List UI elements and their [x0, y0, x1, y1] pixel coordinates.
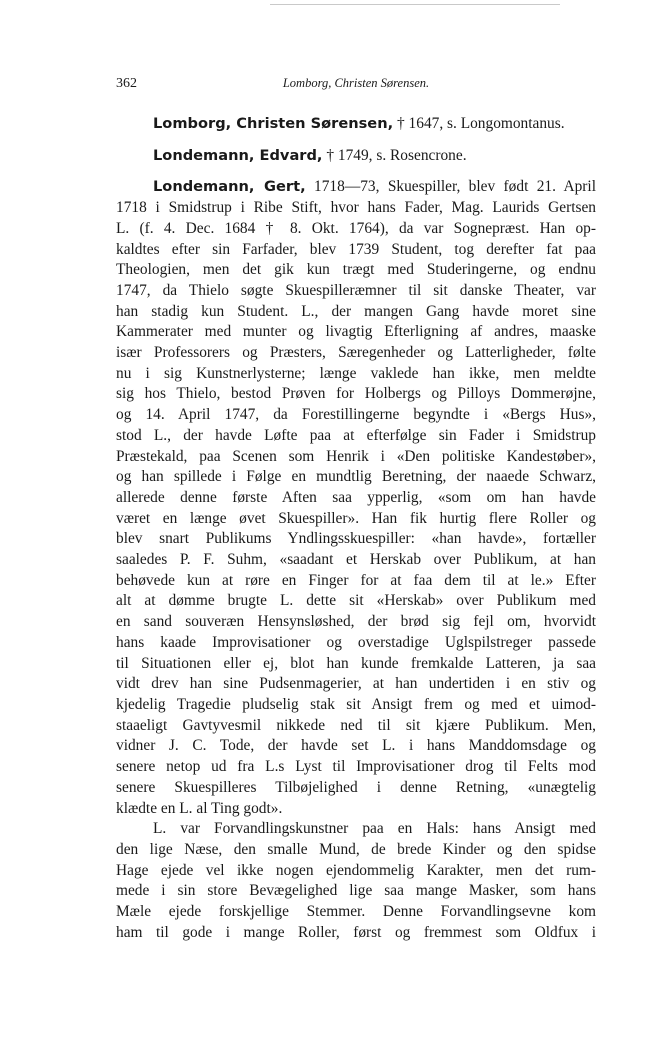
text-line: mede i sin store Bevægelighed lige saa mange Masker, som hans: [116, 882, 596, 900]
text-line: [116, 550, 596, 571]
line-text: stod L., der havde Løfte paa at efterfølge sin Fader i Smidstrup: [116, 426, 596, 444]
text-line: [116, 405, 596, 426]
line-text: 1718 i Smidstrup i Ribe Stift, hvor hans Fader, Mag. Laurids Gertsen: [116, 199, 596, 217]
line-text: allerede denne første Aften saa ypperlig, «som om han havde: [116, 488, 596, 506]
line-text: nu i sig Kunstnerlysterne; længe vaklede han ikke, men meldte: [116, 364, 596, 382]
entry-londemann-gert: [116, 177, 596, 819]
line-text: blev snart Publikums Yndlingsskuespiller: «han havde», fortæller: [116, 530, 596, 548]
text-line: [116, 343, 596, 364]
page-header: [116, 76, 596, 96]
text-line: Hage ejede vel ikke nogen ejendommelig Karakter, men det rum-: [116, 861, 596, 879]
text-line: [116, 177, 596, 198]
line-text: og 14. April 1747, da Forestillingerne begyndte i «Bergs Hus»,: [116, 406, 596, 424]
line-text: L. (f. 4. Dec. 1684 † 8. Okt. 1764), da var Sognepræst. Han op-: [116, 219, 596, 237]
text-line: [116, 488, 596, 509]
text-line: [116, 219, 596, 240]
line-text: staaeligt Gavtyvesmil nikkede ned til sit kjære Publikum. Men,: [116, 716, 596, 734]
page-body: [116, 114, 596, 943]
entry-text: † 1647, s. Longomontanus.: [393, 115, 565, 132]
line-text: klædte en L. al Ting godt».: [116, 799, 283, 817]
line-text: sig hos Thielo, bestod Prøven for Holbergs og Pilloys Dommerøjne,: [116, 385, 596, 403]
text-line: [116, 240, 596, 261]
line-text: kjedelig Tragedie pludselig stak sit Ansigt frem og med et uimod-: [116, 695, 596, 713]
line-text: senere netop ud fra L.s Lyst til Improvisationer drog til Felts mod: [116, 758, 596, 776]
text-line: [116, 716, 596, 737]
entry-headword: Lomborg, Christen Sørensen,: [153, 115, 394, 132]
text-line: [116, 778, 596, 799]
top-edge-rule: [270, 0, 560, 5]
line-text: vidner J. C. Tode, der havde set L. i hans Manddomsdage og: [116, 737, 596, 755]
line-text: især Professorers og Præsters, Særegenheder og Latterligheder, følte: [116, 344, 596, 362]
entry-lomborg: [116, 114, 596, 135]
text-line: [116, 384, 596, 405]
line-text: senere Skuespilleres Tilbøjelighed i denne Retning, «unægtelig: [116, 778, 596, 796]
text-line: Mæle ejede forskjellige Stemmer. Denne Forvandlingsevne kom: [116, 903, 596, 921]
entry-headword: Londemann, Edvard,: [153, 146, 323, 164]
text-line: [116, 529, 596, 550]
line-text: alt at dømme brugte L. dette sit «Herskab» over Publikum med: [116, 592, 596, 610]
text-line: [116, 302, 596, 323]
line-text: en sand souveræn Hensynsløshed, der brød sig fejl om, hvorvidt: [116, 613, 596, 631]
line-text: Kammerater med munter og livagtig Efterligning af andres, maaske: [116, 323, 596, 341]
text-line: [116, 447, 596, 468]
line-text: 1718—73, Skuespiller, blev født 21. April: [305, 178, 596, 196]
line-text: 1747, da Thielo søgte Skuespilleræmner til sit danske Theater, var: [116, 281, 596, 299]
paragraph-forvandlingskunstner: [116, 819, 596, 943]
text-line: [116, 281, 596, 302]
line-text: hans kaade Improvisationer og overstadige Uglspilstreger passede: [116, 633, 596, 651]
text-line: [116, 612, 596, 633]
page-number: 362: [116, 76, 137, 91]
text-line: L. var Forvandlingskunstner paa en Hals: hans Ansigt med: [153, 820, 596, 838]
line-text: til Situationen eller ej, blot han kunde fremkalde Latteren, ja saa: [116, 654, 596, 672]
text-line: den lige Næse, den smalle Mund, de brede Kinder og den spidse: [116, 840, 596, 858]
text-line: [116, 695, 596, 716]
line-text: været en længe øvet Skuespiller». Han fik hurtig flere Roller og: [116, 509, 596, 527]
text-line: ham til gode i mange Roller, først og fremmest som Oldfux i: [116, 923, 596, 941]
line-text: vidt drev han sine Pudsenmagerier, at han undertiden i en stiv og: [116, 675, 596, 693]
text-line: [116, 674, 596, 695]
text-line: [116, 509, 596, 530]
entry-londemann-edvard: [116, 146, 596, 167]
text-line: [116, 198, 596, 219]
text-line: [116, 364, 596, 385]
text-line: [116, 736, 596, 757]
entry-text: † 1749, s. Rosencrone.: [322, 146, 467, 164]
text-line: [116, 571, 596, 592]
line-text: han stadig kun Student. L., der mangen Gang havde moret sine: [116, 302, 596, 320]
line-text: behøvede kun at røre en Finger for at faa dem til at le.» Efter: [116, 571, 596, 589]
text-line: [116, 467, 596, 488]
text-line: [116, 322, 596, 343]
text-line: [116, 260, 596, 281]
text-line: [116, 654, 596, 675]
line-text: Præstekald, paa Scenen som Henrik i «Den politiske Kandestøber»,: [116, 447, 596, 465]
text-line: [116, 757, 596, 778]
running-head: Lomborg, Christen Sørensen.: [282, 76, 430, 90]
text-line: [116, 799, 596, 820]
entry-headword: Londemann, Gert,: [153, 178, 306, 196]
line-text: Theologien, men det gik kun trægt med Studeringerne, og endnu: [116, 261, 596, 279]
text-line: [116, 591, 596, 612]
text-line: [116, 426, 596, 447]
line-text: og han spillede i Følge en mundtlig Beretning, der naaede Schwarz,: [116, 468, 596, 486]
line-text: kaldtes efter sin Farfader, blev 1739 Student, tog derefter fat paa: [116, 240, 596, 258]
text-line: [116, 633, 596, 654]
line-text: saaledes P. F. Suhm, «saadant et Herskab over Publikum, at han: [116, 551, 596, 569]
